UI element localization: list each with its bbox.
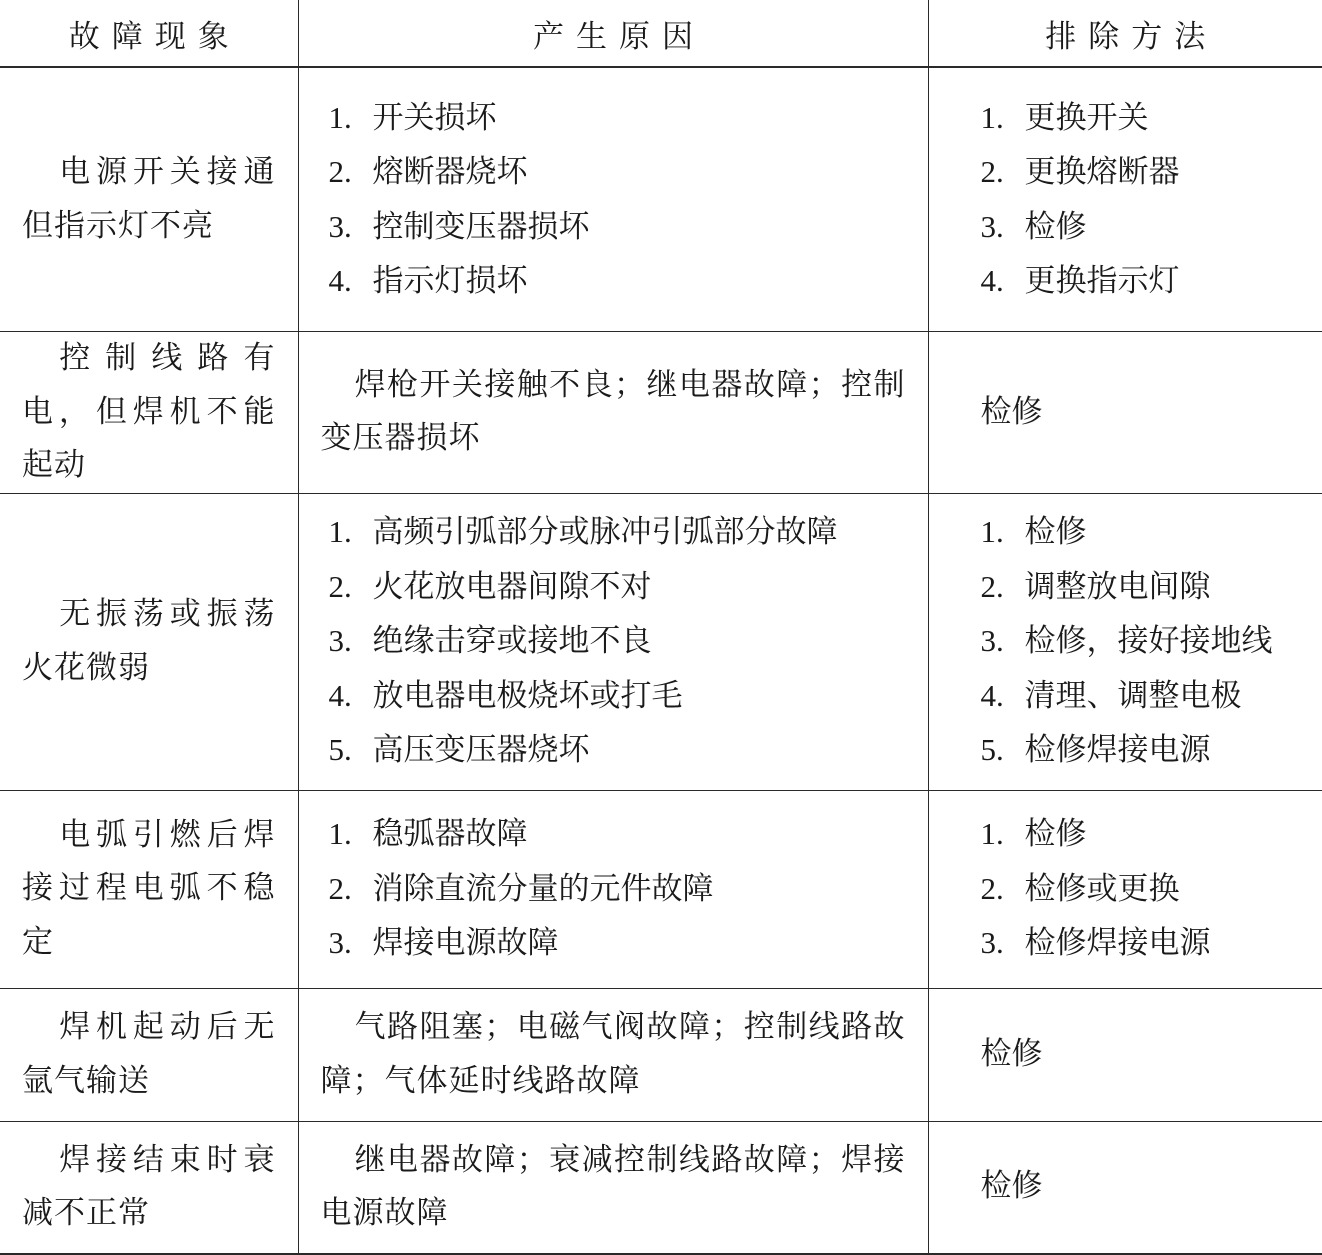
- list-item: 1. 检修: [981, 505, 1322, 560]
- table-row: [0, 988, 1322, 1121]
- remedy-text: 检修: [929, 1160, 1322, 1214]
- table-row: [0, 67, 1322, 332]
- list-item: 4. 清理、调整电极: [981, 669, 1322, 724]
- cause-list: [299, 505, 928, 778]
- cause-cell: [298, 332, 928, 494]
- list-item: 1. 稳弧器故障: [329, 807, 928, 862]
- list-item: 1. 高频引弧部分或脉冲引弧部分故障: [329, 505, 928, 560]
- list-item: 3. 焊接电源故障: [329, 916, 928, 971]
- cause-paragraph-wrap: [299, 1001, 928, 1108]
- list-item: 3. 检修: [981, 200, 1322, 255]
- cause-paragraph-wrap: [299, 359, 928, 466]
- header-cause: 产生原因: [298, 0, 928, 67]
- symptom-text: 电源开关接通但指示灯不亮: [0, 146, 298, 253]
- list-item: 5. 高压变压器烧坏: [329, 723, 928, 778]
- cause-cell: [298, 67, 928, 332]
- table-row: [0, 493, 1322, 790]
- list-item: 4. 指示灯损坏: [329, 254, 928, 309]
- table-row: [0, 332, 1322, 494]
- remedy-cell: [928, 988, 1322, 1121]
- cause-cell: [298, 1121, 928, 1254]
- remedy-list: [929, 807, 1322, 971]
- symptom-cell: [0, 790, 298, 988]
- cause-cell: [298, 790, 928, 988]
- list-item: 2. 火花放电器间隙不对: [329, 560, 928, 615]
- list-item: 2. 消除直流分量的元件故障: [329, 862, 928, 917]
- symptom-text: 控制线路有电，但焊机不能起动: [0, 332, 298, 493]
- remedy-cell: [928, 1121, 1322, 1254]
- list-item: 4. 更换指示灯: [981, 254, 1322, 309]
- cause-text: 继电器故障；衰减控制线路故障；焊接电源故障: [321, 1134, 906, 1241]
- list-item: 1. 开关损坏: [329, 91, 928, 146]
- list-item: 5. 检修焊接电源: [981, 723, 1322, 778]
- cause-text: 气路阻塞；电磁气阀故障；控制线路故障；气体延时线路故障: [321, 1001, 906, 1108]
- cause-cell: [298, 493, 928, 790]
- symptom-cell: [0, 988, 298, 1121]
- cause-list: [299, 91, 928, 309]
- list-item: 1. 检修: [981, 807, 1322, 862]
- list-item: 2. 调整放电间隙: [981, 560, 1322, 615]
- table-row: [0, 1121, 1322, 1254]
- table-row: [0, 790, 1322, 988]
- list-item: 3. 绝缘击穿或接地不良: [329, 614, 928, 669]
- symptom-cell: [0, 1121, 298, 1254]
- symptom-cell: [0, 67, 298, 332]
- symptom-text: 无振荡或振荡火花微弱: [0, 588, 298, 695]
- remedy-cell: [928, 332, 1322, 494]
- symptom-text: 焊机起动后无氩气输送: [0, 1001, 298, 1108]
- list-item: 2. 更换熔断器: [981, 145, 1322, 200]
- remedy-cell: [928, 67, 1322, 332]
- symptom-text: 电弧引燃后焊接过程电弧不稳定: [0, 809, 298, 970]
- list-item: 4. 放电器电极烧坏或打毛: [329, 669, 928, 724]
- list-item: 1. 更换开关: [981, 91, 1322, 146]
- header-remedy: 排除方法: [928, 0, 1322, 67]
- cause-text: 焊枪开关接触不良；继电器故障；控制变压器损坏: [321, 359, 906, 466]
- cause-paragraph-wrap: [299, 1134, 928, 1241]
- list-item: 3. 检修焊接电源: [981, 916, 1322, 971]
- list-item: 2. 检修或更换: [981, 862, 1322, 917]
- list-item: 3. 检修，接好接地线: [981, 614, 1322, 669]
- symptom-cell: [0, 493, 298, 790]
- cause-cell: [298, 988, 928, 1121]
- remedy-text: 检修: [929, 386, 1322, 440]
- remedy-cell: [928, 790, 1322, 988]
- table-header-row: [0, 0, 1322, 67]
- remedy-list: [929, 505, 1322, 778]
- list-item: 3. 控制变压器损坏: [329, 200, 928, 255]
- symptom-cell: [0, 332, 298, 494]
- remedy-text: 检修: [929, 1028, 1322, 1082]
- cause-list: [299, 807, 928, 971]
- header-symptom: 故障现象: [0, 0, 298, 67]
- symptom-text: 焊接结束时衰减不正常: [0, 1134, 298, 1241]
- remedy-cell: [928, 493, 1322, 790]
- remedy-list: [929, 91, 1322, 309]
- list-item: 2. 熔断器烧坏: [329, 145, 928, 200]
